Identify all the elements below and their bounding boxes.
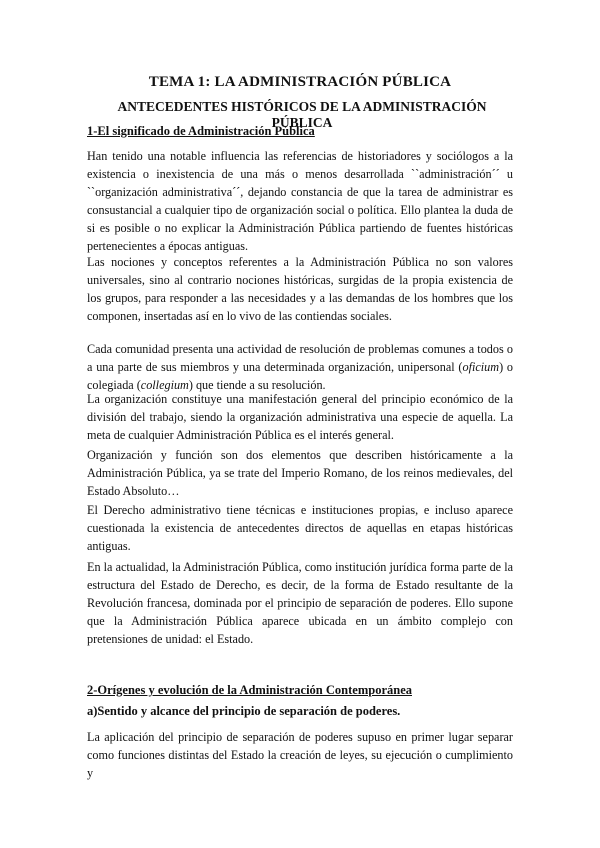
document-title: TEMA 1: LA ADMINISTRACIÓN PÚBLICA <box>148 74 452 90</box>
paragraph-3 <box>87 340 513 394</box>
paragraph-2: Las nociones y conceptos referentes a la Administración Pública no son valores universales, sino al contrario nociones históricas, surgidas de la propia existencia de los grupos, para responder a las necesidades y a las demandas de los hombres que los componen, insertadas así en lo vivo de las contiendas sociales. <box>87 255 513 323</box>
paragraph-1: Han tenido una notable influencia las referencias de historiadores y sociólogos a la existencia o inexistencia de una más o menos desarrollada ``administración´´ u ``organización administrativa´´, dejando constancia de que la tarea de administrar es consustancial a cualquier tipo de organización social o política. Ello plantea la duda de si es posible o no explicar la Administración Pública partiendo de fuentes históricas pertenecientes a épocas antiguas. <box>87 149 513 253</box>
paragraph-3-text-a: Cada comunidad presenta una actividad de resolución de problemas comunes a todos o a una parte de sus miembros y una determinada organización, unipersonal ( <box>87 342 513 374</box>
section-2a-heading: a)Sentido y alcance del principio de separación de poderes. <box>87 704 401 718</box>
paragraph-3-oficium: oficium <box>462 360 500 374</box>
document-subtitle: ANTECEDENTES HISTÓRICOS DE LA ADMINISTRACIÓN PÚBLICA <box>117 99 487 130</box>
paragraph-3-text-c: ) o colegiada ( <box>87 360 514 392</box>
paragraph-3-text-e: ) que tiende a su resolución. <box>188 378 326 392</box>
section-1-heading: 1-El significado de Administración Pública <box>87 124 315 138</box>
paragraph-5: Organización y función son dos elementos que describen históricamente a la Administración Pública, ya se trate del Imperio Romano, de los reinos medievales, del Estado Absoluto… <box>87 448 513 498</box>
paragraph-3-collegium: collegium <box>140 378 189 392</box>
paragraph-8: La aplicación del principio de separación de poderes supuso en primer lugar separar como funciones distintas del Estado la creación de leyes, su ejecución o cumplimiento y <box>87 730 513 780</box>
paragraph-6: El Derecho administrativo tiene técnicas e instituciones propias, e incluso aparece cuestionada la existencia de antecedentes directos de aquellas en etapas históricas antiguas. <box>87 503 513 553</box>
section-2-heading: 2-Orígenes y evolución de la Administración Contemporánea <box>87 683 412 697</box>
paragraph-7: En la actualidad, la Administración Pública, como institución jurídica forma parte de la estructura del Estado de Derecho, es decir, de la forma de Estado resultante de la Revolución francesa, dominada por el principio de separación de poderes. Ello supone que la Administración Pública aparece ubicada en un ámbito complejo con pretensiones de unidad: el Estado. <box>87 560 513 646</box>
paragraph-4: La organización constituye una manifestación general del principio económico de la división del trabajo, siendo la organización administrativa una especie de aquella. La meta de cualquier Administración Pública es el interés general. <box>87 392 513 442</box>
